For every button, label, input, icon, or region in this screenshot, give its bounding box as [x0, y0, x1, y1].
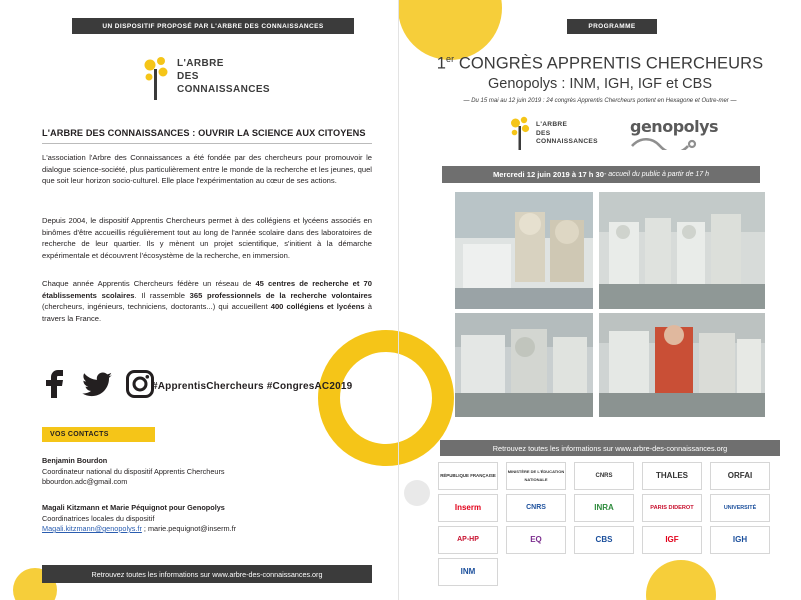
left-column — [0, 0, 400, 600]
contact1-email[interactable]: bbourdon.adc@gmail.com — [42, 477, 128, 486]
left-section-title: L'ARBRE DES CONNAISSANCES : OUVRIR LA SCIENCE AUX CITOYENS — [42, 128, 366, 138]
logo-line-1: L'ARBRE — [536, 121, 568, 128]
title-ordinal: er — [445, 54, 455, 64]
p3-part-e: (chercheurs, ingénieurs, techniciens, doctorants...) qui accueillent — [42, 302, 271, 312]
partner-logo: INRA — [574, 494, 634, 522]
partner-logo: RÉPUBLIQUE FRANÇAISE — [438, 462, 498, 490]
photo-lab-students — [599, 313, 765, 417]
p3-part-c: . Il rassemble — [134, 290, 190, 300]
partner-logos — [438, 462, 783, 582]
contact2-email-rest: ; marie.pequignot@inserm.fr — [141, 524, 237, 533]
photo-lab-bench-image — [599, 192, 765, 309]
contact1-role: Coordinateur national du dispositif Apprentis Chercheurs — [42, 466, 225, 476]
partner-logo: CBS — [574, 526, 634, 554]
logo-line-1: L'ARBRE — [177, 58, 224, 69]
title-rest: CONGRÈS APPRENTIS CHERCHEURS — [454, 54, 764, 73]
title-number: 1 — [436, 54, 446, 73]
paragraph-reseau — [42, 278, 372, 324]
photo-lab-bench — [599, 192, 765, 309]
social-links[interactable] — [42, 370, 154, 398]
p3-part-g: à travers la France. — [42, 302, 372, 323]
info-bar: Retrouvez toutes les informations sur www.arbre-des-connaissances.org — [440, 440, 780, 456]
congress-title-line2: Genopolys : INM, IGH, IGF et CBS — [487, 76, 712, 92]
partner-logo: ORFAI — [710, 462, 770, 490]
facebook-icon[interactable] — [42, 370, 68, 398]
photo-lab-students-image — [599, 313, 765, 417]
contact2-email-link[interactable]: Magali.kitzmann@genopolys.fr — [42, 524, 142, 533]
partner-logo: AP-HP — [438, 526, 498, 554]
contact2-name: Magali Kitzmann et Marie Péquignot pour Genopolys — [42, 503, 225, 512]
contact1-name: Benjamin Bourdon — [42, 456, 108, 465]
partner-logo: IGH — [710, 526, 770, 554]
logo-line-3: CONNAISSANCES — [177, 84, 270, 95]
p3-part-a: Chaque année Apprentis Chercheurs fédère un réseau de — [42, 279, 256, 288]
partner-logo: MINISTÈRE DE L'ÉDUCATION NATIONALE — [506, 462, 566, 490]
date-bar-italic: - accueil du public à partir de 17 h — [603, 171, 710, 178]
logo-line-2: DES — [177, 71, 199, 82]
twitter-icon[interactable] — [82, 370, 112, 398]
partner-logo: IGF — [642, 526, 702, 554]
date-bar-bold: Mercredi 12 juin 2019 à 17 h 30 — [492, 170, 604, 179]
p3-bold-2: 365 professionnels de la recherche volontaires — [189, 290, 372, 300]
partner-logo: CNRS — [506, 494, 566, 522]
logo-line-3: CONNAISSANCES — [536, 138, 598, 145]
tree-icon — [510, 115, 530, 151]
right-logos — [510, 115, 719, 155]
contact-block-1 — [42, 456, 372, 488]
paragraph-association: L'association l'Arbre des Connaissances a été fondée par des chercheurs pour promouvoir le dialogue science-société, plus particulièrement entre le monde de la recherche et les jeunes, quel que soit leur horizon socio-culturel. Elle place l'expérimentation au cœur de ses actions. — [42, 153, 372, 186]
date-bar — [442, 166, 760, 183]
photo-lab-equipment-image — [455, 313, 593, 417]
p3-bold-3: 400 collégiens et lycéens — [270, 302, 365, 312]
photo-lab-microscope — [455, 192, 593, 309]
contact2-role: Coordinatrices locales du dispositif — [42, 513, 155, 523]
left-footer-bar: Retrouvez toutes les informations sur www.arbre-des-connaissances.org — [42, 565, 372, 583]
title-rule — [42, 143, 372, 144]
genopolys-swirl-icon — [630, 136, 700, 150]
genopolys-wordmark: genopolys — [630, 117, 719, 136]
logo-text — [536, 121, 598, 147]
partner-logo: THALES — [642, 462, 702, 490]
photo-lab-microscope-image — [455, 192, 593, 309]
genopolys-logo — [630, 117, 719, 151]
congress-subtitle: — Du 15 mai au 12 juin 2019 : 24 congrès Apprentis Chercheurs portent en Hexagone et Outre-mer — — [463, 98, 737, 104]
contacts-tag: VOS CONTACTS — [42, 427, 155, 442]
logo-arbre-des-connaissances — [143, 55, 283, 103]
partner-logo: EQ — [506, 526, 566, 554]
logo-line-2: DES — [536, 129, 551, 137]
partner-logo: UNIVERSITÉ — [710, 494, 770, 522]
contact-block-2 — [42, 503, 372, 535]
partner-logo: INM — [438, 558, 498, 586]
paragraph-dispositif: Depuis 2004, le dispositif Apprentis Chercheurs permet à des collégiens et lycéens associés en binômes d'être accueillis régulièrement tout au long de l'année scolaire dans des laboratoires de recherche de leur quartier. Ils y mènent un projet scientifique, s'initient à la démarche expérimentale et découvrent l'écosystème de la recherche, en immersion. — [42, 216, 372, 260]
congress-title-line1 — [420, 54, 780, 74]
contact2-emails — [42, 524, 372, 535]
left-banner: UN DISPOSITIF PROPOSÉ PAR L'ARBRE DES CONNAISSANCES — [72, 18, 354, 34]
partner-logo: Inserm — [438, 494, 498, 522]
partner-logo: PARIS DIDEROT — [642, 494, 702, 522]
hashtags: #ApprentisChercheurs #CongresAC2019 — [152, 381, 353, 392]
tree-icon — [143, 55, 169, 101]
photo-lab-equipment — [455, 313, 593, 417]
partner-logo: CNRS — [574, 462, 634, 490]
p3-bold-1: 45 centres de recherche et 70 établissements scolaires — [42, 279, 372, 300]
logo-text — [177, 57, 270, 96]
instagram-icon[interactable] — [126, 370, 154, 398]
programme-tag: PROGRAMME — [567, 19, 657, 34]
